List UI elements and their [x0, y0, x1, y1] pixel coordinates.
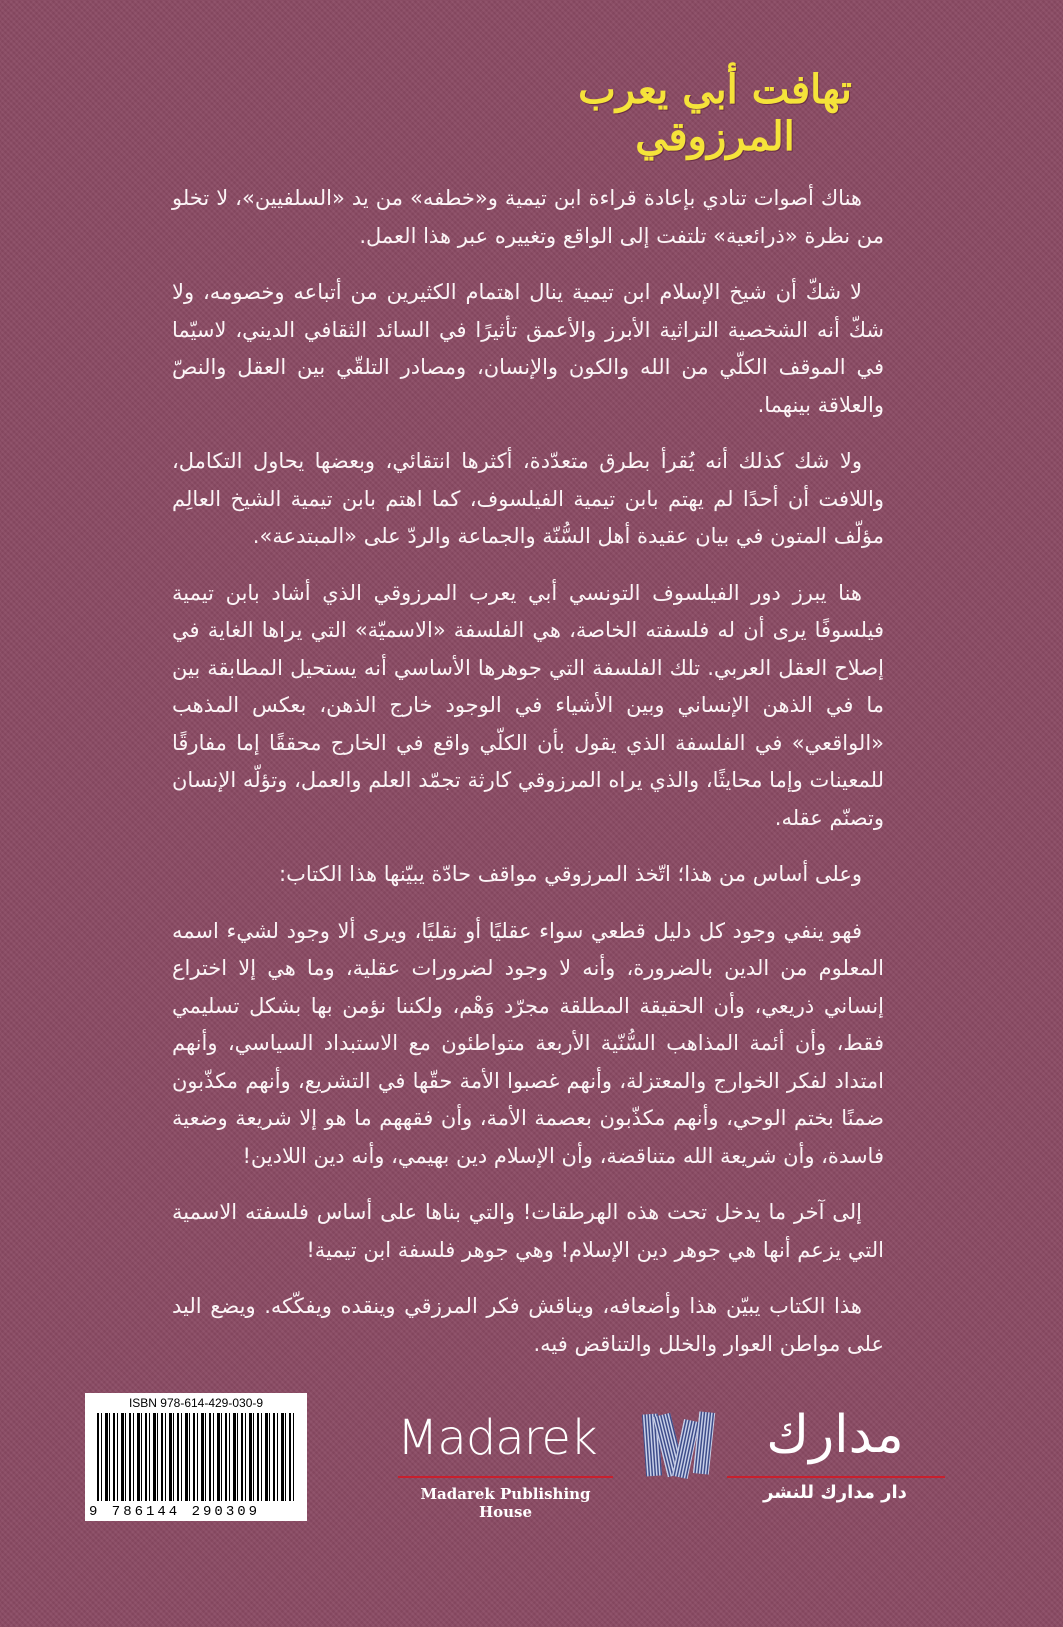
- blurb-paragraph: فهو ينفي وجود كل دليل قطعي سواء عقليًا أو نقليًا، ويرى ألا وجود لشيء اسمه المعلوم من الدين بالضرورة، وأنه لا وجود لضرورات عقلية، وما هي إلا اختراع إنساني ذريعي، وأن الحقيقة المطلقة مجرّد وَهْم، ولكننا نؤمن بها بشكل تسليمي فقط، وأن أئمة المذاهب السُّنّية الأربعة متواطئون مع الاستبداد السياسي، وأنهم امتداد لفكر الخوارج والمعتزلة، وأنهم غصبوا الأمة حقّها في التشريع، وأنهم مكذّبون ضمنًا بختم الوحي، وأنهم مكذّبون بعصمة الأمة، وأن فقههم ما هو إلا شريعة وضعية فاسدة، وأن شريعة الله متناقضة، وأن الإسلام دين بهيمي، وأنه دين اللادين!: [172, 918, 884, 1168]
- divider: [727, 1476, 945, 1478]
- blurb-paragraph: ولا شك كذلك أنه يُقرأ بطرق متعدّدة، أكثرها انتقائي، وبعضها يحاول التكامل، واللافت أن أحدًا لم يهتم بابن تيمية الفيلسوف، كما اهتم بابن تيمية الشيخ العالِم مؤلّف المتون في بيان عقيدة أهل السُّنّة والجماعة والردّ على «المبتدعة».: [172, 449, 884, 548]
- blurb-paragraph: إلى آخر ما يدخل تحت هذه الهرطقات! والتي بناها على أساس فلسفته الاسمية التي يزعم أنها هي جوهر دين الإسلام! وهي جوهر فلسفة ابن تيمية!: [172, 1200, 884, 1262]
- barcode-bars: [97, 1413, 297, 1501]
- publisher-logo-icon: [642, 1410, 716, 1480]
- isbn-barcode: [85, 1393, 307, 1521]
- publisher-name-ar: مدارك: [766, 1405, 904, 1465]
- blurb: [172, 180, 884, 1382]
- blurb-paragraph: هذا الكتاب يبيّن هذا وأضعافه، ويناقش فكر المرزقي وينقده ويفكّكه. ويضع اليد على مواطن العوار والخلل والتناقض فيه.: [172, 1294, 884, 1356]
- book-title: تهافت أبي يعرب المرزوقي: [578, 66, 852, 160]
- publisher-name-en: Madarek: [397, 1410, 597, 1466]
- barcode-digits: 9 786144 290309: [89, 1504, 303, 1520]
- blurb-paragraph: هنا يبرز دور الفيلسوف التونسي أبي يعرب المرزوقي الذي أشاد بابن تيمية فيلسوفًا يرى أن له فلسفته الخاصة، هي الفلسفة «الاسميّة» التي يراها الغاية في إصلاح العقل العربي. تلك الفلسفة التي جوهرها الأساسي أنه يستحيل المطابقة بين ما في الذهن الإنساني وبين الأشياء في الوجود خارج الذهن، بعكس المذهب «الواقعي» في الفلسفة الذي يقول بأن الكلّي واقع في الخارج محققًا إما مفارقًا للمعينات وإما محايثًا، والذي يراه المرزوقي كارثة تجمّد العلم والعمل، وتؤلّه الإنسان وتصنّم عقله.: [172, 580, 884, 830]
- divider: [398, 1476, 613, 1478]
- publisher-subtitle-en: Madarek Publishing House: [420, 1485, 591, 1521]
- blurb-paragraph: هناك أصوات تنادي بإعادة قراءة ابن تيمية و«خطفه» من يد «السلفيين»، لا تخلو من نظرة «ذرائعية» تلتفت إلى الواقع وتغييره عبر هذا العمل.: [172, 186, 884, 248]
- blurb-paragraph: لا شكّ أن شيخ الإسلام ابن تيمية ينال اهتمام الكثيرين من أتباعه وخصومه، ولا شكّ أنه الشخصية التراثية الأبرز والأعمق تأثيرًا في السائد الثقافي الديني، لاسيّما في الموقف الكلّي من الله والكون والإنسان، ومصادر التلقّي بين العقل والنصّ والعلاقة بينهما.: [172, 280, 884, 417]
- blurb-paragraph: وعلى أساس من هذا؛ اتّخذ المرزوقي مواقف حادّة يبيّنها هذا الكتاب:: [279, 862, 862, 886]
- publisher-subtitle-ar: دار مدارك للنشر: [763, 1482, 907, 1503]
- isbn-text: ISBN 978-614-429-030-9: [128, 1396, 264, 1410]
